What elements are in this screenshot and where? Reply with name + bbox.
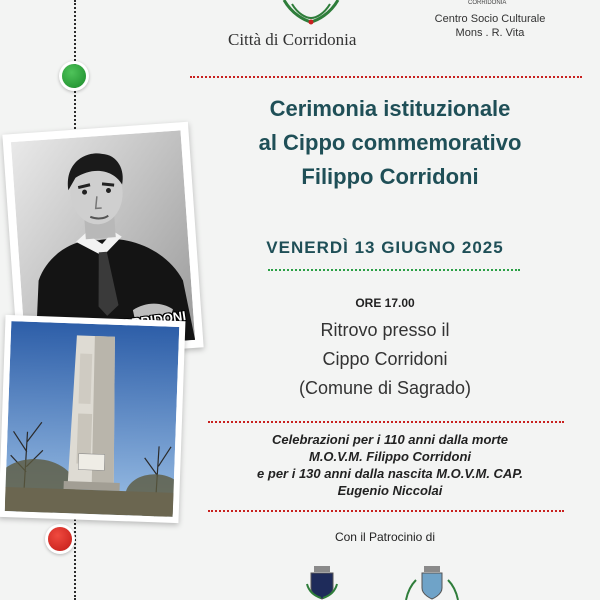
separator-red-top <box>190 76 582 78</box>
event-place <box>250 316 520 403</box>
title-line-2: al Cippo commemorativo <box>258 130 522 155</box>
crest-icon <box>402 566 462 600</box>
celebrations-line-1: Celebrazioni per i 110 anni dalla morte <box>272 432 508 447</box>
monument-photo <box>0 315 185 523</box>
separator-green-date <box>268 269 520 271</box>
centro-line-2: Mons . R. Vita <box>455 27 525 39</box>
separator-red-bottom <box>208 510 564 512</box>
centro-logo-text: CORRIDONIA <box>468 0 507 6</box>
event-title <box>195 92 585 194</box>
city-name: Città di Corridonia <box>228 30 357 49</box>
celebrations-line-2: M.O.V.M. Filippo Corridoni <box>308 449 471 464</box>
city-laurel-icon <box>278 0 344 26</box>
centro-line-1: Centro Socio Culturale <box>434 13 546 25</box>
title-line-1: Cerimonia istituzionale <box>269 96 511 121</box>
celebrations-text <box>224 431 556 499</box>
centro-title <box>430 12 550 40</box>
title-line-3: Filippo Corridoni <box>301 164 479 189</box>
patronage-label: Con il Patrocinio di <box>334 530 436 544</box>
green-dot-icon <box>62 64 86 88</box>
monument-image <box>5 321 180 517</box>
separator-red-mid <box>208 421 564 423</box>
place-line-2: Cippo Corridoni <box>322 349 448 369</box>
celebrations-line-4: Eugenio Niccolai <box>337 483 443 498</box>
red-dot-icon <box>48 527 72 551</box>
crest-icon <box>305 566 339 600</box>
place-line-3: (Comune di Sagrado) <box>298 378 472 398</box>
celebrations-line-3: e per i 130 anni dalla nascita M.O.V.M. CAP. <box>257 466 523 481</box>
event-date: VENERDÌ 13 GIUGNO 2025 <box>266 238 504 257</box>
event-time: ORE 17.00 <box>355 296 415 310</box>
place-line-1: Ritrovo presso il <box>320 320 450 340</box>
